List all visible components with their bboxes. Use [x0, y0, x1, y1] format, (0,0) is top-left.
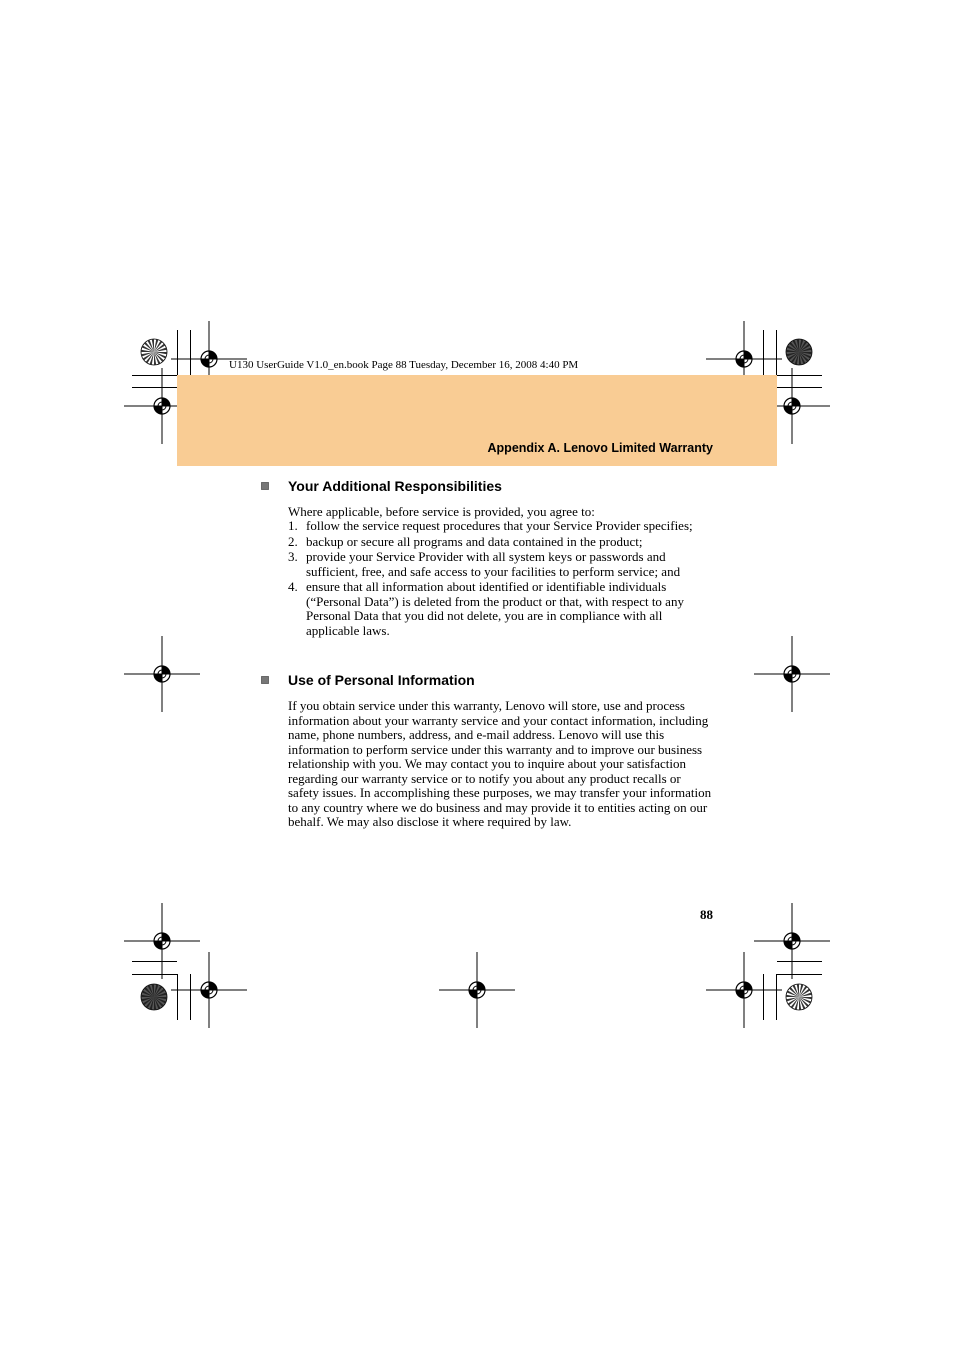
square-bullet-icon: [261, 482, 269, 490]
chapter-title: Appendix A. Lenovo Limited Warranty: [487, 441, 713, 455]
responsibilities-list: [288, 519, 714, 639]
list-item: 2. backup or secure all programs and data contained in the product;: [288, 533, 643, 549]
list-item: 1. follow the service request procedures that your Service Provider specifies;: [288, 518, 693, 533]
section-heading-responsibilities: Your Additional Responsibilities: [288, 478, 502, 494]
starburst-icon: [141, 984, 167, 1010]
list-item: 3. provide your Service Provider with all system keys or passwords and sufficient, free, and safe access to your facilities to perform service; and: [288, 549, 681, 579]
personal-information-paragraph: If you obtain service under this warranty, Lenovo will store, use and process information about your warranty service and your contact information, including name, phone numbers, address, and e-mail address. Lenovo will use this information to perform service under this warranty and to improve our business relationship with you. We may contact you to inquire about your satisfaction regarding our warranty service or to notify you about any product recalls or safety issues. In accomplishing these purposes, we may transfer your information to any country where we do business and may provide it to entities acting on our behalf. We may also disclose it where required by law.: [288, 698, 712, 829]
book-info-line: U130 UserGuide V1.0_en.book Page 88 Tuesday, December 16, 2008 4:40 PM: [229, 359, 579, 371]
section-heading-personal-information: Use of Personal Information: [288, 672, 475, 688]
square-bullet-icon: [261, 676, 269, 684]
page-number: 88: [700, 907, 713, 922]
list-item: 4. ensure that all information about identified or identifiable individuals (“Personal Data”) is deleted from the product or that, with respect to any Personal Data that you did not delete, you are in compliance with all applicable laws.: [288, 579, 684, 638]
starburst-icon: [786, 984, 812, 1010]
starburst-icon: [786, 339, 812, 365]
starburst-icon: [141, 339, 167, 365]
responsibilities-intro: Where applicable, before service is provided, you agree to:: [288, 504, 595, 519]
